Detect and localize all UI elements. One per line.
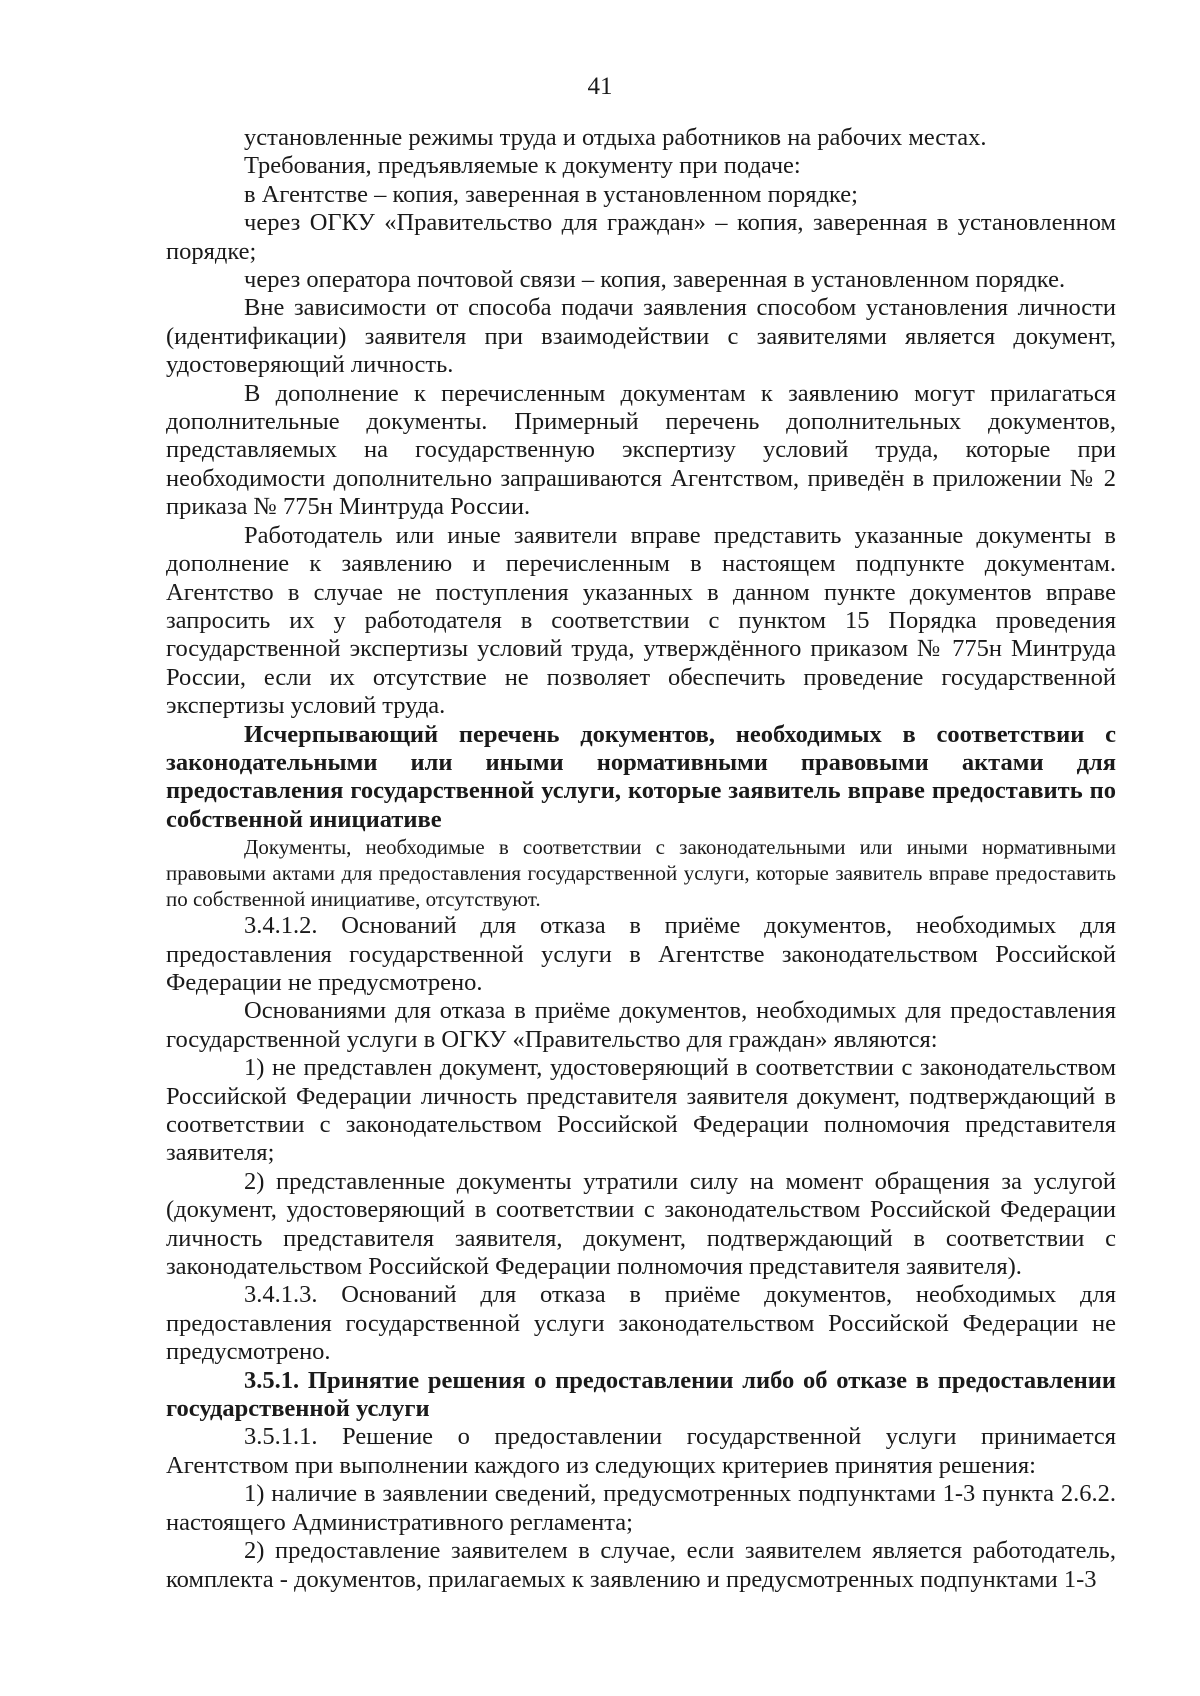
document-body (166, 124, 1116, 1594)
paragraph: Требования, предъявляемые к документу при подаче: (244, 152, 801, 180)
paragraph: 3.5.1.1. Решение о предоставлении государственной услуги принимается Агентством при выполнении каждого из следующих критериев принятия решения: (166, 1423, 1116, 1479)
page-number: 41 (587, 73, 613, 100)
paragraph: через ОГКУ «Правительство для граждан» – копия, заверенная в установленном порядке; (166, 209, 1116, 265)
paragraph: в Агентстве – копия, заверенная в установленном порядке; (244, 180, 858, 208)
list-item: 1) наличие в заявлении сведений, предусмотренных подпунктами 1-3 пункта 2.6.2. настоящего Административного регламента; (166, 1480, 1116, 1536)
list-item: 1) не представлен документ, удостоверяющий в соответствии с законодательством Российской Федерации личность представителя заявителя документ, подтверждающий в соответствии с законодательством Российской Федерации полномочия представителя заявителя; (166, 1054, 1116, 1167)
paragraph: Основаниями для отказа в приёме документов, необходимых для предоставления государственной услуги в ОГКУ «Правительство для граждан» являются: (166, 997, 1116, 1053)
paragraph: В дополнение к перечисленным документам к заявлению могут прилагаться дополнительные документы. Примерный перечень дополнительных документов, представляемых на государственную экспертизу условий труда, которые при необходимости дополнительно запрашиваются Агентством, приведён в приложении № 2 приказа № 775н Минтруда России. (166, 379, 1116, 521)
paragraph: 3.4.1.2. Оснований для отказа в приёме документов, необходимых для предоставления государственной услуги в Агентстве законодательством Российской Федерации не предусмотрено. (166, 912, 1116, 996)
paragraph: Документы, необходимые в соответствии с законодательными или иными нормативными правовыми актами для предоставления государственной услуги, которые заявитель вправе предоставить по собственной инициативе, отсутствуют. (166, 835, 1116, 912)
paragraph: Вне зависимости от способа подачи заявления способом установления личности (идентификации) заявителя при взаимодействии с заявителями является документ, удостоверяющий личность. (166, 294, 1116, 379)
paragraph: через оператора почтовой связи – копия, заверенная в установленном порядке. (244, 266, 1066, 294)
list-item: 2) представленные документы утратили силу на момент обращения за услугой (документ, удостоверяющий в соответствии с законодательством Российской Федерации личность представителя заявителя, документ, подтверждающий в соответствии с законодательством Российской Федерации полномочия представителя заявителя). (166, 1167, 1116, 1281)
list-item: 2) предоставление заявителем в случае, если заявителем является работодатель, комплекта - документов, прилагаемых к заявлению и предусмотренных подпунктами 1-3 (166, 1537, 1116, 1593)
paragraph: установленные режимы труда и отдыха работников на рабочих местах. (244, 124, 987, 151)
section-heading: Исчерпывающий перечень документов, необходимых в соответствии с законодательными или иными нормативными правовыми актами для предоставления государственной услуги, которые заявитель вправе предоставить по собственной инициативе (166, 720, 1116, 833)
section-heading: 3.5.1. Принятие решения о предоставлении либо об отказе в предоставлении государственной услуги (166, 1366, 1116, 1423)
paragraph: Работодатель или иные заявители вправе представить указанные документы в дополнение к заявлению и перечисленным в настоящем подпункте документам. Агентство в случае не поступления указанных в данном пункте документов вправе запросить их у работодателя в соответствии с пунктом 15 Порядка проведения государственной экспертизы условий труда, утверждённого приказом № 775н Минтруда России, если их отсутствие не позволяет обеспечить проведение государственной экспертизы условий труда. (166, 521, 1116, 720)
paragraph: 3.4.1.3. Оснований для отказа в приёме документов, необходимых для предоставления государственной услуги законодательством Российской Федерации не предусмотрено. (166, 1281, 1116, 1366)
